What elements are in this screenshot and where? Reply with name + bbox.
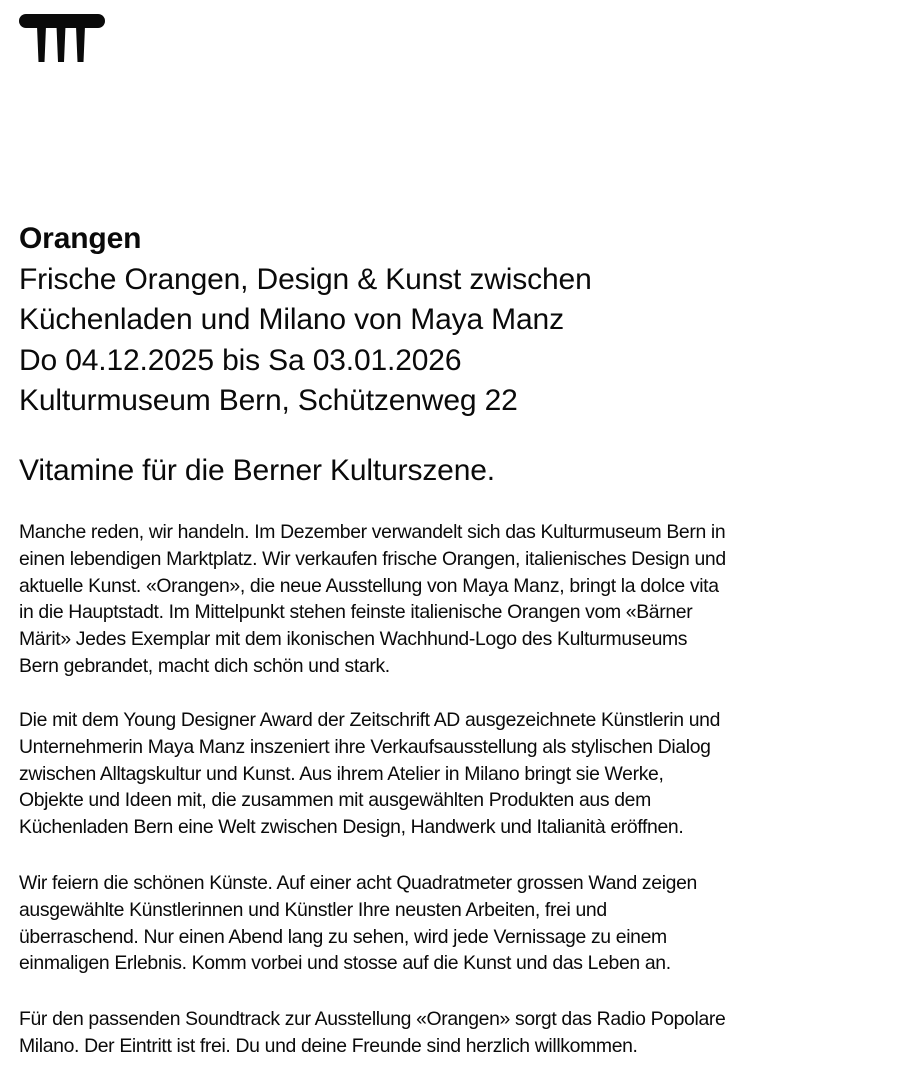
paragraph-line: Märit» Jedes Exemplar mit dem ikonischen Wachhund-Logo des Kulturmuseums <box>19 628 688 651</box>
paragraph-intro <box>19 519 899 680</box>
paragraph-line: einmaligen Erlebnis. Komm vorbei und stosse auf die Kunst und das Leben an. <box>19 952 671 975</box>
event-subtitle-line-1: Frische Orangen, Design & Kunst zwischen <box>19 262 592 296</box>
paragraph-line: ausgewählte Künstlerinnen und Künstler Ihre neusten Arbeiten, frei und <box>19 898 607 921</box>
paragraph-line: Objekte und Ideen mit, die zusammen mit ausgewählten Produkten aus dem <box>19 789 651 812</box>
table-logo-icon <box>19 14 107 64</box>
paragraph-line: Milano. Der Eintritt ist frei. Du und deine Freunde sind herzlich willkommen. <box>19 1034 638 1057</box>
paragraph-line: Für den passenden Soundtrack zur Ausstellung «Orangen» sorgt das Radio Popolare <box>19 1008 726 1030</box>
paragraph-line: einen lebendigen Marktplatz. Wir verkaufen frische Orangen, italienisches Design und <box>19 547 726 570</box>
home-logo-link[interactable] <box>19 14 107 64</box>
event-dates: Do 04.12.2025 bis Sa 03.01.2026 <box>19 343 462 377</box>
paragraph-line: Die mit dem Young Designer Award der Zeitschrift AD ausgezeichnete Künstlerin und <box>19 709 721 731</box>
paragraph-line: aktuelle Kunst. «Orangen», die neue Ausstellung von Maya Manz, bringt la dolce vita <box>19 574 719 597</box>
paragraph-line: Manche reden, wir handeln. Im Dezember verwandelt sich das Kulturmuseum Bern in <box>19 521 726 543</box>
paragraph-line: Unternehmerin Maya Manz inszeniert ihre Verkaufsausstellung als stylischen Dialog <box>19 735 711 758</box>
paragraph-artist <box>19 707 899 841</box>
paragraph-art-wall <box>19 870 899 977</box>
event-tagline: Vitamine für die Berner Kulturszene. <box>19 454 495 487</box>
paragraph-line: Küchenladen Bern eine Welt zwischen Design, Handwerk und Italianità eröffnen. <box>19 816 684 839</box>
paragraph-line: Wir feiern die schönen Künste. Auf einer acht Quadratmeter grossen Wand zeigen <box>19 872 697 894</box>
paragraph-line: Bern gebrandet, macht dich schön und stark. <box>19 654 390 677</box>
paragraph-line: überraschend. Nur einen Abend lang zu sehen, wird jede Vernissage zu einem <box>19 925 667 948</box>
paragraph-line: zwischen Alltagskultur und Kunst. Aus ihrem Atelier in Milano bringt sie Werke, <box>19 762 664 785</box>
event-location: Kulturmuseum Bern, Schützenweg 22 <box>19 384 518 418</box>
paragraph-line: in die Hauptstadt. Im Mittelpunkt stehen feinste italienische Orangen vom «Bärner <box>19 601 693 624</box>
event-title: Orangen <box>19 222 142 255</box>
event-header <box>19 219 889 422</box>
paragraph-soundtrack <box>19 1006 899 1060</box>
event-subtitle-line-2: Küchenladen und Milano von Maya Manz <box>19 303 564 337</box>
